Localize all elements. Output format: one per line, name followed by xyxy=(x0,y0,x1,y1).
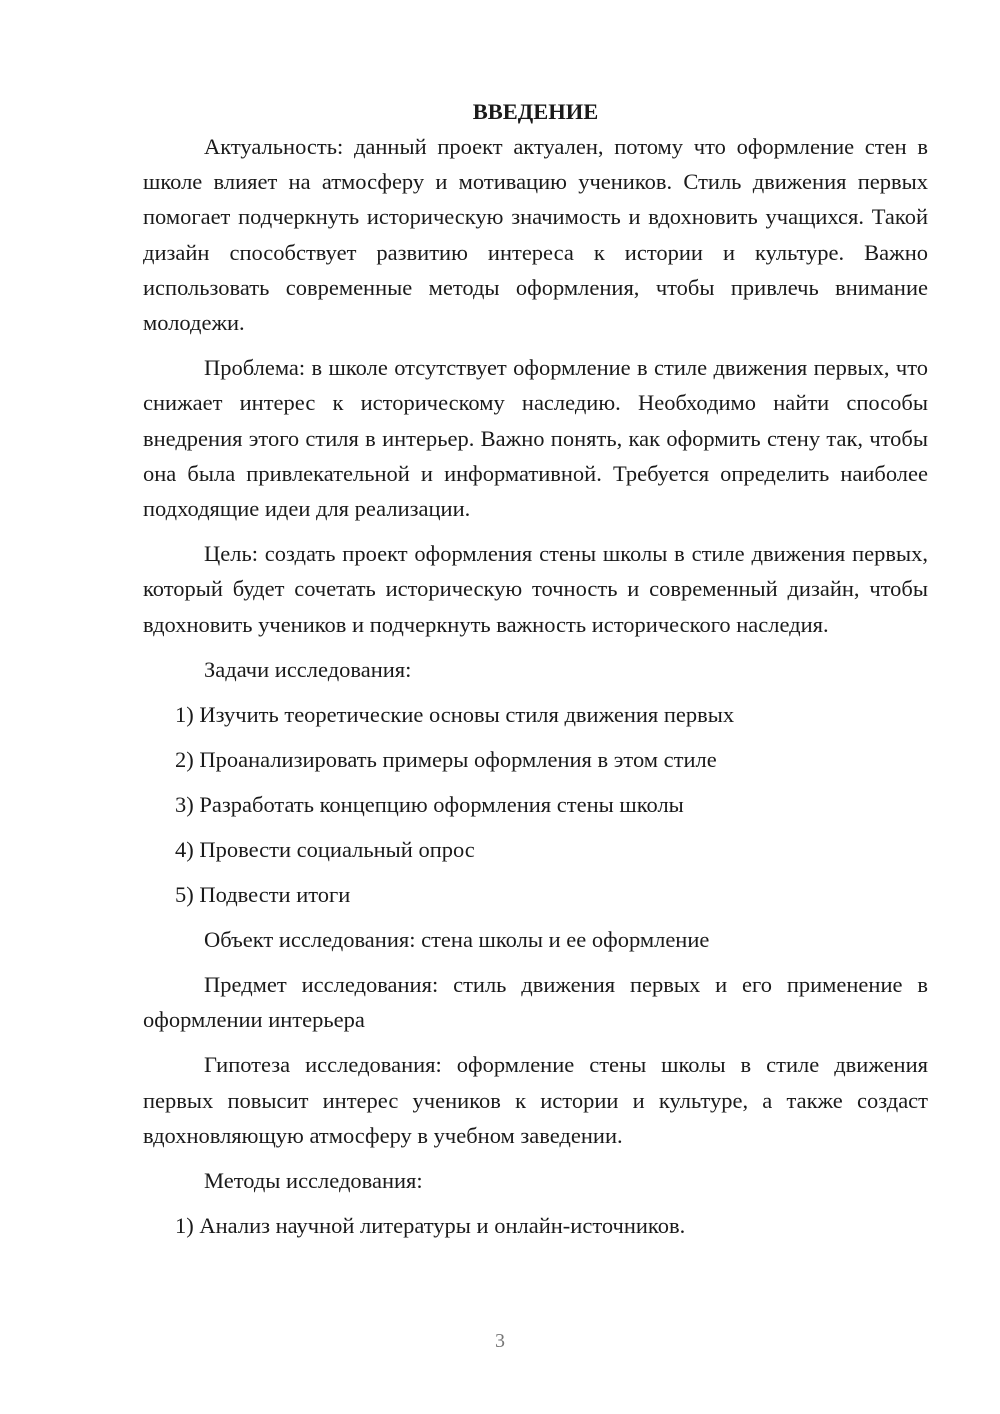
goal-paragraph: Цель: создать проект оформления стены школы в стиле движения первых, который будет сочетать историческую точность и современный дизайн, чтобы вдохновить учеников и подчеркнуть важность исторического наследия. xyxy=(143,541,928,637)
section-heading: ВВЕДЕНИЕ xyxy=(472,99,599,124)
paragraph-gap xyxy=(143,1153,928,1163)
page-number: 3 xyxy=(495,1330,505,1352)
list-gap xyxy=(143,957,928,967)
list-gap xyxy=(143,1198,928,1208)
paragraph-gap xyxy=(143,340,928,350)
subject-paragraph: Предмет исследования: стиль движения первых и его применение в оформлении интерьера xyxy=(143,972,928,1033)
task-item-2: 2) Проанализировать примеры оформления в этом стиле xyxy=(175,746,717,772)
list-gap xyxy=(143,822,928,832)
tasks-label: Задачи исследования: xyxy=(204,656,412,682)
list-gap xyxy=(143,912,928,922)
paragraph-gap xyxy=(143,1037,928,1047)
method-item-1: 1) Анализ научной литературы и онлайн-источников. xyxy=(175,1213,686,1239)
task-item-1: 1) Изучить теоретические основы стиля движения первых xyxy=(175,701,735,727)
paragraph-gap xyxy=(143,642,928,652)
page-content xyxy=(143,94,928,1243)
list-gap xyxy=(143,687,928,697)
task-item-4: 4) Провести социальный опрос xyxy=(175,836,475,862)
task-item-5: 5) Подвести итоги xyxy=(175,881,351,907)
list-gap xyxy=(143,732,928,742)
list-gap xyxy=(143,867,928,877)
methods-label: Методы исследования: xyxy=(204,1168,423,1194)
actuality-paragraph: Актуальность: данный проект актуален, потому что оформление стен в школе влияет на атмосферу и мотивацию учеников. Стиль движения первых помогает подчеркнуть историческую значимость и вдохновить учащихся. Такой дизайн способствует развитию интереса к истории и культуре. Важно использовать современные методы оформления, чтобы привлечь внимание молодежи. xyxy=(143,134,928,336)
problem-paragraph: Проблема: в школе отсутствует оформление в стиле движения первых, что снижает интерес к историческому наследию. Необходимо найти способы внедрения этого стиля в интерьер. Важно понять, как оформить стену так, чтобы она была привлекательной и информативной. Требуется определить наиболее подходящие идеи для реализации. xyxy=(143,355,928,522)
object-paragraph: Объект исследования: стена школы и ее оформление xyxy=(204,926,710,952)
list-gap xyxy=(143,777,928,787)
task-item-3: 3) Разработать концепцию оформления стены школы xyxy=(175,791,684,817)
paragraph-gap xyxy=(143,526,928,536)
hypothesis-paragraph: Гипотеза исследования: оформление стены школы в стиле движения первых повысит интерес учеников к истории и культуре, а также создаст вдохновляющую атмосферу в учебном заведении. xyxy=(143,1052,928,1148)
